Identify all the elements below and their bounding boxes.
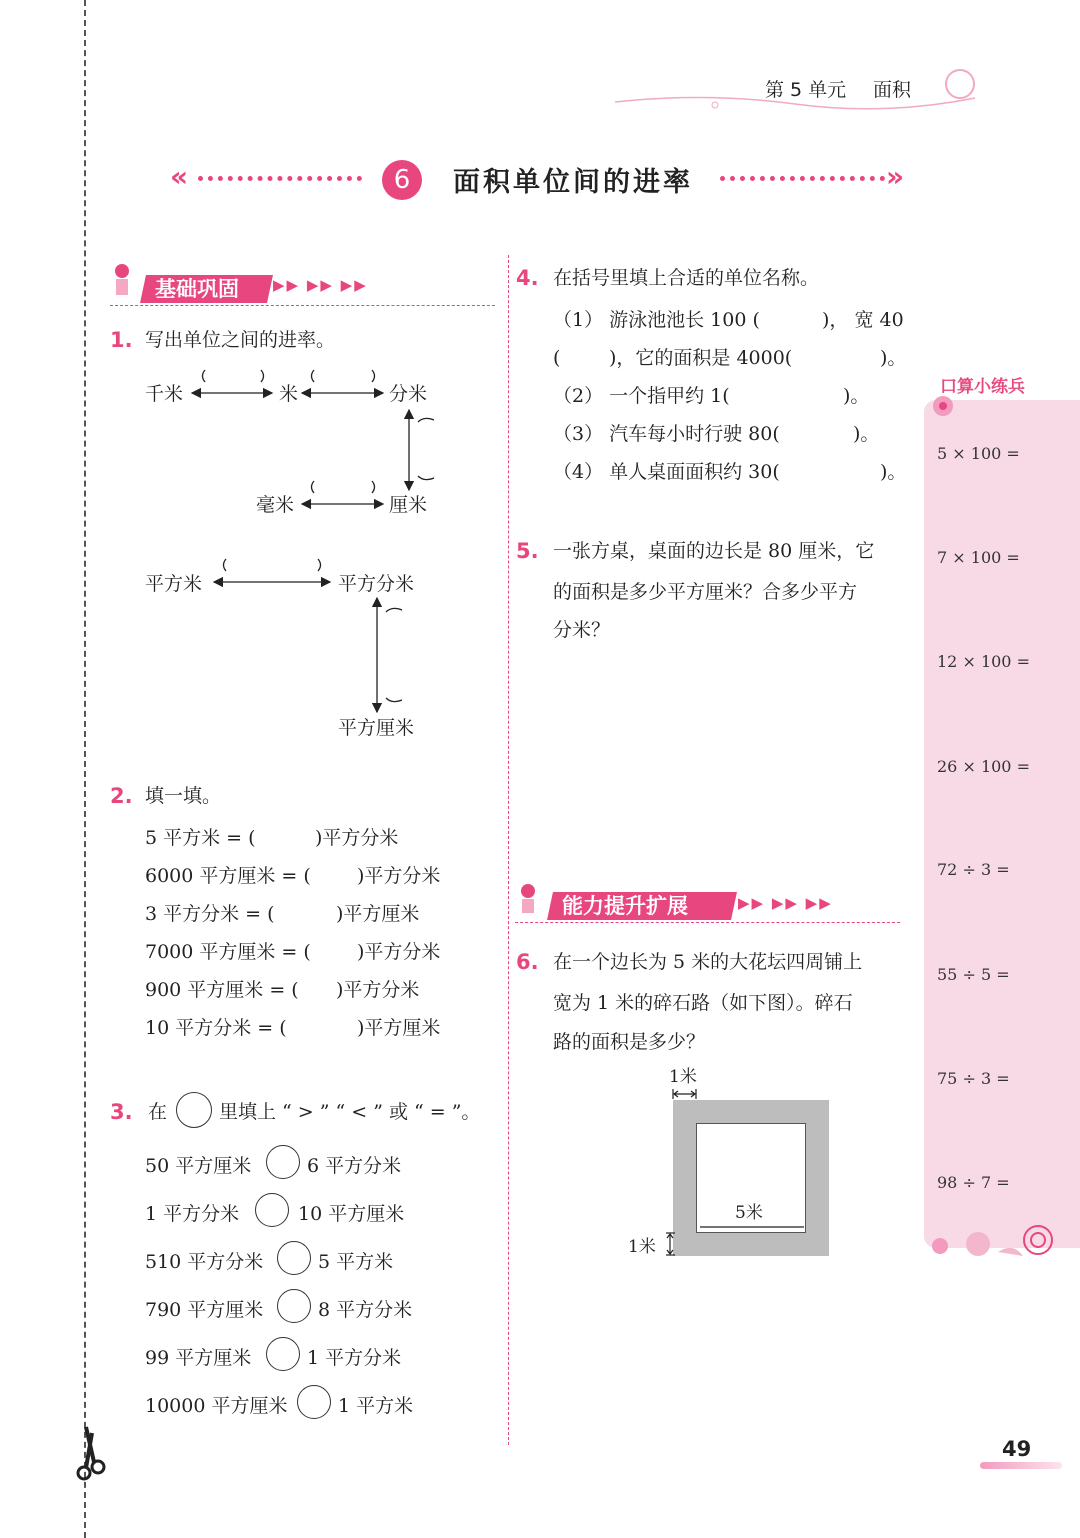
unit-km: 千米 — [145, 383, 184, 405]
q4-line1-b: )， 宽 40 — [822, 309, 904, 331]
q3-row-3-right: 5 平方米 — [318, 1251, 394, 1273]
q3-answer-circle-2[interactable] — [255, 1193, 289, 1227]
q3-row-6-right: 1 平方米 — [338, 1395, 414, 1417]
unit-cm: 厘米 — [389, 494, 428, 516]
arrows-icon: ▶▶ ▶▶ ▶▶ — [273, 276, 368, 294]
unit-dm: 分米 — [389, 383, 428, 405]
q2-row-2-right: )平方分米 — [357, 865, 441, 887]
q1-diagram — [0, 0, 500, 760]
q2-row-1-left: 5 平方米 = ( — [145, 827, 256, 849]
lesson-number: 6 — [382, 160, 422, 200]
section-basic: 基础巩固 — [140, 275, 273, 303]
unit-sqdm: 平方分米 — [338, 573, 415, 595]
sidebar-item-4: 26 × 100 = — [937, 757, 1030, 776]
sidebar-item-5: 72 ÷ 3 = — [937, 860, 1010, 879]
q6-line-1: 在一个边长为 5 米的大花坛四周铺上 — [553, 951, 863, 973]
q2-row-6-right: )平方厘米 — [357, 1017, 441, 1039]
q3-row-1-left: 50 平方厘米 — [145, 1155, 252, 1177]
sidebar-item-6: 55 ÷ 5 = — [937, 965, 1010, 984]
lesson-title: 面积单位间的进率 — [453, 167, 693, 198]
fig-left-label: 1米 — [628, 1237, 656, 1257]
q4-text: 在括号里填上合适的单位名称。 — [553, 267, 820, 289]
q4-line5-b: )。 — [880, 461, 907, 483]
q5-line-2: 的面积是多少平方厘米？合多少平方 — [553, 581, 858, 603]
q3-row-6-left: 10000 平方厘米 — [145, 1395, 288, 1417]
q3-row-4-left: 790 平方厘米 — [145, 1299, 264, 1321]
sidebar-item-8: 98 ÷ 7 = — [937, 1173, 1010, 1192]
topic-label: 面积 — [873, 79, 912, 101]
q3-answer-circle-3[interactable] — [277, 1241, 311, 1275]
q3-answer-circle-4[interactable] — [277, 1289, 311, 1323]
q3-row-5-left: 99 平方厘米 — [145, 1347, 252, 1369]
fig-dimension-marks — [660, 1085, 840, 1265]
q4-line2-b: )，它的面积是 4000( — [609, 347, 793, 369]
page-number-underline — [980, 1462, 1062, 1469]
snail-flower-decoration — [928, 1222, 1058, 1272]
q3-row-2-right: 10 平方厘米 — [298, 1203, 405, 1225]
q4-line5-a: （4） 单人桌面面积约 30( — [553, 461, 780, 483]
q3-example-circle — [176, 1092, 212, 1128]
q6-line-3: 路的面积是多少？ — [553, 1031, 706, 1053]
header-decoration — [615, 62, 985, 112]
q5-line-1: 一张方桌，桌面的边长是 80 厘米，它 — [553, 540, 875, 562]
q4-line1-a: （1） 游泳池池长 100 ( — [553, 309, 760, 331]
q4-line2-a: ( — [553, 347, 561, 369]
q2-row-6-left: 10 平方分米 = ( — [145, 1017, 287, 1039]
q1-number: 1. — [110, 328, 133, 352]
q3-answer-circle-1[interactable] — [266, 1145, 300, 1179]
q2-row-3-right: )平方厘米 — [336, 903, 420, 925]
arrows-icon: ▶▶ ▶▶ ▶▶ — [738, 894, 833, 912]
sidebar-item-1: 5 × 100 = — [937, 444, 1020, 463]
q4-line3-b: )。 — [843, 385, 870, 407]
q5-number: 5. — [516, 539, 539, 563]
page-number: 49 — [1002, 1437, 1032, 1461]
unit-m: 米 — [279, 383, 299, 405]
mental-math-sidebar — [924, 400, 1080, 1248]
q3-text-b: 里填上 “ > ” “ < ” 或 “ = ”。 — [219, 1101, 481, 1123]
fig-inner-label: 5米 — [735, 1203, 763, 1223]
left-chevrons-icon: « — [170, 160, 189, 193]
q3-row-2-left: 1 平方分米 — [145, 1203, 240, 1225]
q2-row-4-left: 7000 平方厘米 = ( — [145, 941, 311, 963]
scissors-icon — [70, 1425, 120, 1485]
unit-mm: 毫米 — [256, 494, 295, 516]
q4-line4-b: )。 — [853, 423, 880, 445]
q2-row-4-right: )平方分米 — [357, 941, 441, 963]
q4-line4-a: （3） 汽车每小时行驶 80( — [553, 423, 780, 445]
q3-text-a: 在 — [148, 1101, 168, 1123]
q2-row-5-left: 900 平方厘米 = ( — [145, 979, 299, 1001]
sidebar-item-2: 7 × 100 = — [937, 548, 1020, 567]
section-advanced: 能力提升扩展 — [547, 892, 737, 920]
sidebar-item-3: 12 × 100 = — [937, 652, 1030, 671]
q2-row-5-right: )平方分米 — [336, 979, 420, 1001]
q4-line2-c: )。 — [880, 347, 907, 369]
q2-row-3-left: 3 平方分米 = ( — [145, 903, 275, 925]
unit-sqcm: 平方厘米 — [338, 717, 415, 739]
q2-row-1-right: )平方分米 — [315, 827, 399, 849]
q2-number: 2. — [110, 784, 133, 808]
q3-number: 3. — [110, 1100, 133, 1124]
q4-number: 4. — [516, 266, 539, 290]
q5-line-3: 分米？ — [553, 619, 611, 641]
sidebar-title: 口算小练兵 — [940, 377, 1025, 397]
sidebar-item-7: 75 ÷ 3 = — [937, 1069, 1010, 1088]
q3-row-3-left: 510 平方分米 — [145, 1251, 264, 1273]
q6-line-2: 宽为 1 米的碎石路（如下图）。碎石 — [553, 992, 853, 1014]
right-chevrons-icon: » — [886, 160, 905, 193]
unit-sqm: 平方米 — [145, 573, 203, 595]
q1-text: 写出单位之间的进率。 — [145, 329, 336, 351]
q2-text: 填一填。 — [145, 785, 222, 807]
child-icon — [515, 882, 543, 922]
q3-row-4-right: 8 平方分米 — [318, 1299, 413, 1321]
q2-row-2-left: 6000 平方厘米 = ( — [145, 865, 311, 887]
column-divider — [508, 255, 509, 1445]
q6-number: 6. — [516, 950, 539, 974]
q4-line3-a: （2） 一个指甲约 1( — [553, 385, 730, 407]
fig-top-label: 1米 — [669, 1067, 697, 1087]
q3-row-1-right: 6 平方分米 — [307, 1155, 402, 1177]
q3-answer-circle-5[interactable] — [266, 1337, 300, 1371]
q3-answer-circle-6[interactable] — [297, 1385, 331, 1419]
q3-row-5-right: 1 平方分米 — [307, 1347, 402, 1369]
unit-label: 第 5 单元 — [765, 79, 847, 101]
